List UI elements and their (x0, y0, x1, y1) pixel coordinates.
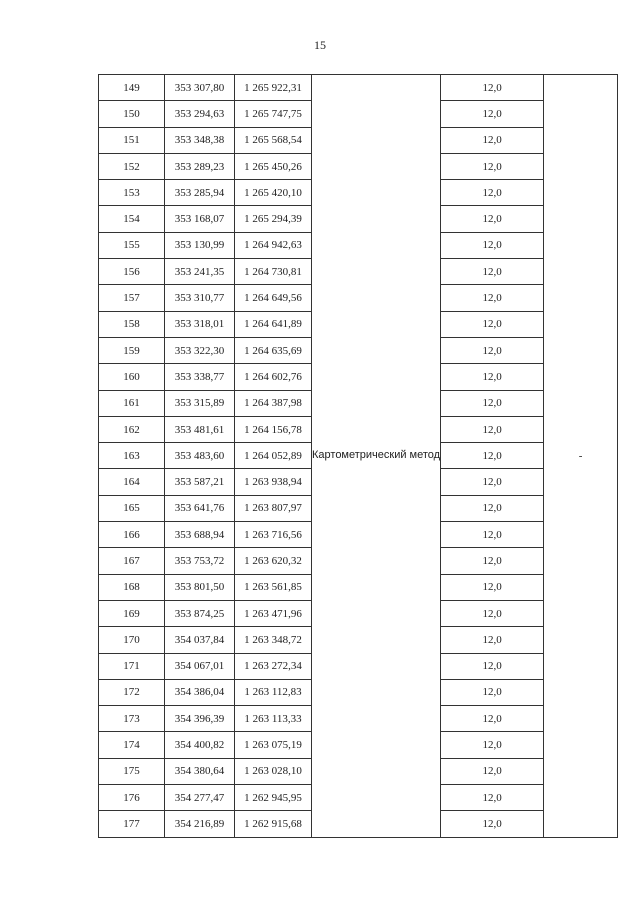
accuracy-cell: 12,0 (441, 679, 544, 705)
accuracy-cell: 12,0 (441, 469, 544, 495)
point-number-cell: 158 (99, 311, 165, 337)
extra-cell: - (544, 75, 618, 838)
x-coordinate-cell: 353 483,60 (165, 443, 235, 469)
x-coordinate-cell: 353 322,30 (165, 337, 235, 363)
point-number-cell: 149 (99, 75, 165, 101)
point-number-cell: 159 (99, 337, 165, 363)
x-coordinate-cell: 353 315,89 (165, 390, 235, 416)
accuracy-cell: 12,0 (441, 758, 544, 784)
y-coordinate-cell: 1 262 915,68 (235, 811, 312, 837)
accuracy-cell: 12,0 (441, 732, 544, 758)
x-coordinate-cell: 353 130,99 (165, 232, 235, 258)
accuracy-cell: 12,0 (441, 206, 544, 232)
point-number-cell: 177 (99, 811, 165, 837)
point-number-cell: 161 (99, 390, 165, 416)
accuracy-cell: 12,0 (441, 259, 544, 285)
point-number-cell: 150 (99, 101, 165, 127)
y-coordinate-cell: 1 263 807,97 (235, 495, 312, 521)
x-coordinate-cell: 353 874,25 (165, 600, 235, 626)
coordinates-table (98, 74, 618, 838)
x-coordinate-cell: 353 241,35 (165, 259, 235, 285)
y-coordinate-cell: 1 263 348,72 (235, 627, 312, 653)
y-coordinate-cell: 1 264 641,89 (235, 311, 312, 337)
x-coordinate-cell: 353 348,38 (165, 127, 235, 153)
y-coordinate-cell: 1 265 568,54 (235, 127, 312, 153)
page-number: 15 (314, 38, 326, 52)
y-coordinate-cell: 1 264 649,56 (235, 285, 312, 311)
point-number-cell: 157 (99, 285, 165, 311)
x-coordinate-cell: 354 386,04 (165, 679, 235, 705)
y-coordinate-cell: 1 263 028,10 (235, 758, 312, 784)
y-coordinate-cell: 1 265 747,75 (235, 101, 312, 127)
x-coordinate-cell: 353 801,50 (165, 574, 235, 600)
accuracy-cell: 12,0 (441, 548, 544, 574)
y-coordinate-cell: 1 263 716,56 (235, 522, 312, 548)
y-coordinate-cell: 1 262 945,95 (235, 785, 312, 811)
accuracy-cell: 12,0 (441, 337, 544, 363)
point-number-cell: 166 (99, 522, 165, 548)
y-coordinate-cell: 1 263 561,85 (235, 574, 312, 600)
accuracy-cell: 12,0 (441, 627, 544, 653)
accuracy-cell: 12,0 (441, 153, 544, 179)
x-coordinate-cell: 353 289,23 (165, 153, 235, 179)
x-coordinate-cell: 353 641,76 (165, 495, 235, 521)
point-number-cell: 160 (99, 364, 165, 390)
point-number-cell: 173 (99, 706, 165, 732)
y-coordinate-cell: 1 263 620,32 (235, 548, 312, 574)
accuracy-cell: 12,0 (441, 653, 544, 679)
point-number-cell: 172 (99, 679, 165, 705)
point-number-cell: 170 (99, 627, 165, 653)
x-coordinate-cell: 354 067,01 (165, 653, 235, 679)
y-coordinate-cell: 1 264 635,69 (235, 337, 312, 363)
point-number-cell: 174 (99, 732, 165, 758)
accuracy-cell: 12,0 (441, 574, 544, 600)
point-number-cell: 168 (99, 574, 165, 600)
y-coordinate-cell: 1 263 075,19 (235, 732, 312, 758)
y-coordinate-cell: 1 264 602,76 (235, 364, 312, 390)
point-number-cell: 176 (99, 785, 165, 811)
y-coordinate-cell: 1 263 112,83 (235, 679, 312, 705)
accuracy-cell: 12,0 (441, 364, 544, 390)
point-number-cell: 165 (99, 495, 165, 521)
y-coordinate-cell: 1 263 113,33 (235, 706, 312, 732)
x-coordinate-cell: 353 753,72 (165, 548, 235, 574)
point-number-cell: 175 (99, 758, 165, 784)
y-coordinate-cell: 1 265 420,10 (235, 180, 312, 206)
x-coordinate-cell: 354 396,39 (165, 706, 235, 732)
point-number-cell: 167 (99, 548, 165, 574)
y-coordinate-cell: 1 264 052,89 (235, 443, 312, 469)
point-number-cell: 152 (99, 153, 165, 179)
y-coordinate-cell: 1 263 272,34 (235, 653, 312, 679)
point-number-cell: 169 (99, 600, 165, 626)
accuracy-cell: 12,0 (441, 811, 544, 837)
point-number-cell: 153 (99, 180, 165, 206)
y-coordinate-cell: 1 265 450,26 (235, 153, 312, 179)
accuracy-cell: 12,0 (441, 495, 544, 521)
x-coordinate-cell: 353 310,77 (165, 285, 235, 311)
x-coordinate-cell: 353 294,63 (165, 101, 235, 127)
x-coordinate-cell: 354 216,89 (165, 811, 235, 837)
y-coordinate-cell: 1 264 387,98 (235, 390, 312, 416)
point-number-cell: 154 (99, 206, 165, 232)
point-number-cell: 155 (99, 232, 165, 258)
x-coordinate-cell: 354 400,82 (165, 732, 235, 758)
accuracy-cell: 12,0 (441, 443, 544, 469)
x-coordinate-cell: 353 481,61 (165, 416, 235, 442)
accuracy-cell: 12,0 (441, 785, 544, 811)
accuracy-cell: 12,0 (441, 127, 544, 153)
y-coordinate-cell: 1 264 730,81 (235, 259, 312, 285)
accuracy-cell: 12,0 (441, 311, 544, 337)
x-coordinate-cell: 353 587,21 (165, 469, 235, 495)
x-coordinate-cell: 354 380,64 (165, 758, 235, 784)
y-coordinate-cell: 1 263 471,96 (235, 600, 312, 626)
point-number-cell: 162 (99, 416, 165, 442)
x-coordinate-cell: 353 168,07 (165, 206, 235, 232)
x-coordinate-cell: 354 277,47 (165, 785, 235, 811)
x-coordinate-cell: 353 338,77 (165, 364, 235, 390)
point-number-cell: 171 (99, 653, 165, 679)
table-row (99, 75, 618, 101)
accuracy-cell: 12,0 (441, 75, 544, 101)
accuracy-cell: 12,0 (441, 101, 544, 127)
method-cell: Картометрический метод (312, 75, 441, 838)
accuracy-cell: 12,0 (441, 600, 544, 626)
y-coordinate-cell: 1 264 156,78 (235, 416, 312, 442)
point-number-cell: 163 (99, 443, 165, 469)
point-number-cell: 164 (99, 469, 165, 495)
accuracy-cell: 12,0 (441, 416, 544, 442)
point-number-cell: 151 (99, 127, 165, 153)
accuracy-cell: 12,0 (441, 285, 544, 311)
accuracy-cell: 12,0 (441, 390, 544, 416)
accuracy-cell: 12,0 (441, 180, 544, 206)
x-coordinate-cell: 354 037,84 (165, 627, 235, 653)
coordinates-table-body (99, 75, 618, 838)
accuracy-cell: 12,0 (441, 706, 544, 732)
x-coordinate-cell: 353 688,94 (165, 522, 235, 548)
y-coordinate-cell: 1 263 938,94 (235, 469, 312, 495)
x-coordinate-cell: 353 318,01 (165, 311, 235, 337)
accuracy-cell: 12,0 (441, 232, 544, 258)
y-coordinate-cell: 1 265 922,31 (235, 75, 312, 101)
y-coordinate-cell: 1 265 294,39 (235, 206, 312, 232)
x-coordinate-cell: 353 285,94 (165, 180, 235, 206)
accuracy-cell: 12,0 (441, 522, 544, 548)
point-number-cell: 156 (99, 259, 165, 285)
y-coordinate-cell: 1 264 942,63 (235, 232, 312, 258)
x-coordinate-cell: 353 307,80 (165, 75, 235, 101)
